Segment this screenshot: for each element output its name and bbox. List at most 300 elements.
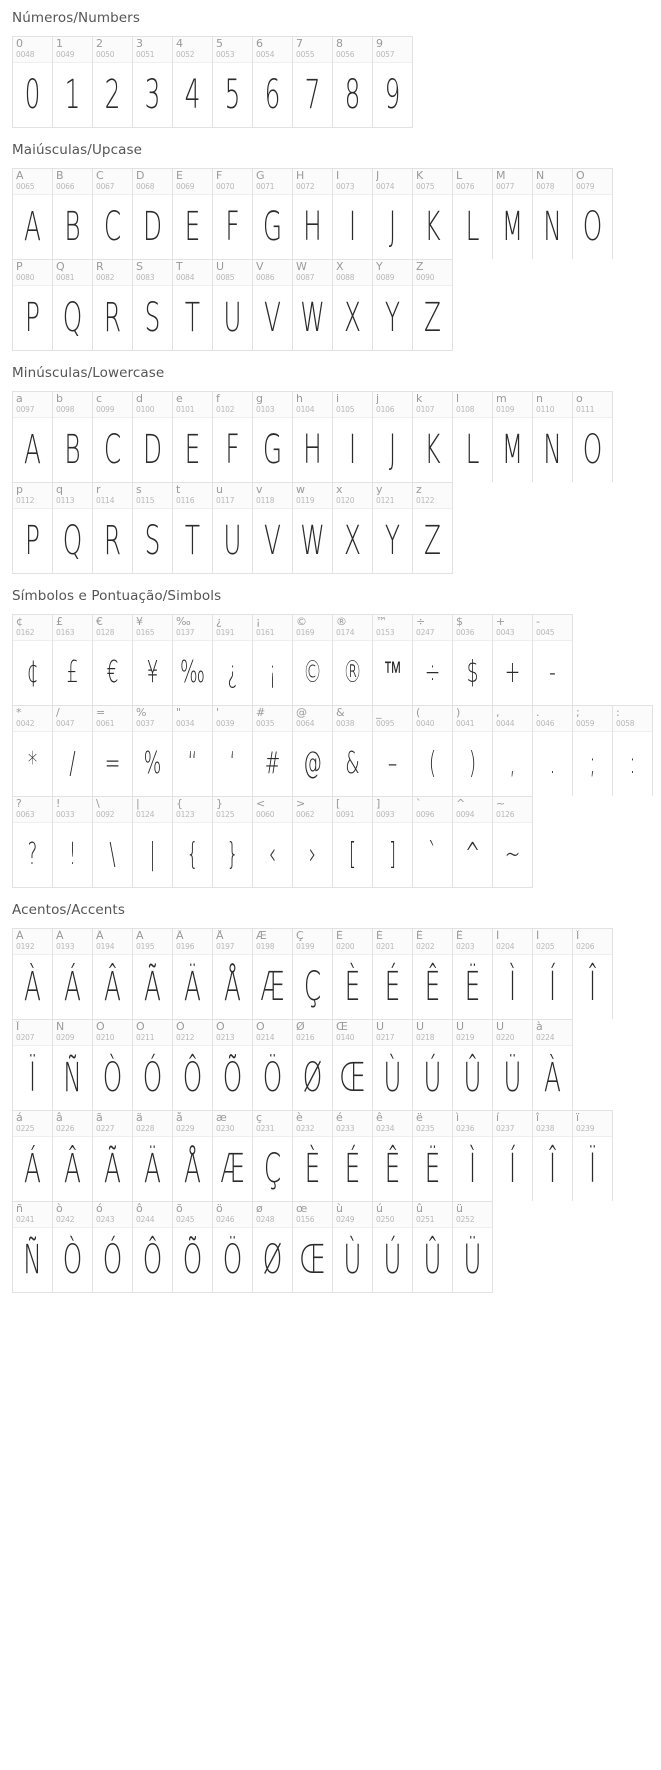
glyph-preview: Y bbox=[384, 295, 401, 341]
glyph-cell[interactable] bbox=[333, 260, 373, 350]
glyph-preview: Ã bbox=[104, 1146, 121, 1192]
glyph-cell[interactable] bbox=[373, 1020, 413, 1110]
glyph-meta bbox=[493, 706, 532, 732]
glyph-cell[interactable] bbox=[293, 260, 333, 350]
glyph-preview: ( bbox=[428, 746, 437, 781]
glyph-code-label: 0077 bbox=[496, 182, 515, 191]
glyph-preview: Õ bbox=[222, 1055, 243, 1101]
glyph-meta bbox=[333, 37, 372, 63]
glyph-character-label: € bbox=[96, 616, 103, 628]
glyph-cell[interactable] bbox=[13, 260, 53, 350]
glyph-meta bbox=[293, 1202, 332, 1228]
glyph-character-label: p bbox=[16, 484, 23, 496]
glyph-cell[interactable] bbox=[493, 392, 533, 482]
glyph-code-label: 0225 bbox=[16, 1124, 35, 1133]
glyph-preview: Œ bbox=[339, 1055, 366, 1101]
glyph-preview: Ì bbox=[508, 964, 517, 1010]
glyph-cell[interactable] bbox=[413, 1020, 453, 1110]
glyph-cell[interactable] bbox=[53, 37, 93, 127]
glyph-preview: Q bbox=[62, 518, 83, 564]
glyph-cell[interactable] bbox=[13, 169, 53, 259]
glyph-preview: R bbox=[103, 518, 122, 564]
glyph-cell[interactable] bbox=[453, 1111, 493, 1201]
glyph-preview: Ä bbox=[144, 1146, 161, 1192]
glyph-cell[interactable] bbox=[373, 797, 413, 887]
glyph-cell[interactable] bbox=[293, 392, 333, 482]
glyph-cell[interactable] bbox=[13, 37, 53, 127]
glyph-cell[interactable] bbox=[173, 706, 213, 796]
glyph-code-label: 0245 bbox=[176, 1215, 195, 1224]
glyph-cell[interactable] bbox=[13, 797, 53, 887]
glyph-cell[interactable] bbox=[533, 1020, 573, 1110]
glyph-code-label: 0051 bbox=[136, 50, 155, 59]
glyph-code-label: 0114 bbox=[96, 496, 115, 505]
glyph-code-label: 0057 bbox=[376, 50, 395, 59]
glyph-meta bbox=[13, 392, 52, 418]
glyph-preview: – bbox=[387, 746, 398, 781]
glyph-cell[interactable] bbox=[173, 392, 213, 482]
glyph-meta bbox=[373, 615, 412, 641]
glyph-meta bbox=[293, 706, 332, 732]
glyph-cell[interactable] bbox=[573, 929, 613, 1019]
glyph-cell[interactable] bbox=[413, 392, 453, 482]
glyph-character-label: 3 bbox=[136, 38, 143, 50]
glyph-cell[interactable] bbox=[533, 169, 573, 259]
glyph-code-label: 0099 bbox=[96, 405, 115, 414]
glyph-cell[interactable] bbox=[493, 706, 533, 796]
glyph-cell[interactable] bbox=[93, 1020, 133, 1110]
glyph-cell[interactable] bbox=[453, 615, 493, 705]
glyph-cell[interactable] bbox=[253, 797, 293, 887]
glyph-cell[interactable] bbox=[93, 797, 133, 887]
glyph-meta bbox=[453, 929, 492, 955]
glyph-cell[interactable] bbox=[413, 615, 453, 705]
glyph-preview: E bbox=[184, 427, 201, 473]
glyph-cell[interactable] bbox=[93, 929, 133, 1019]
glyph-cell[interactable] bbox=[53, 615, 93, 705]
glyph-character-label: a bbox=[16, 393, 23, 405]
glyph-code-label: 0090 bbox=[416, 273, 435, 282]
glyph-cell[interactable] bbox=[493, 1111, 533, 1201]
glyph-character-label: Î bbox=[576, 930, 580, 942]
glyph-cell[interactable] bbox=[453, 169, 493, 259]
glyph-cell[interactable] bbox=[53, 169, 93, 259]
glyph-cell[interactable] bbox=[13, 1111, 53, 1201]
glyph-preview: . bbox=[549, 746, 556, 781]
glyph-meta bbox=[213, 929, 252, 955]
glyph-character-label: 8 bbox=[336, 38, 343, 50]
glyph-cell[interactable] bbox=[133, 392, 173, 482]
glyph-preview: F bbox=[225, 204, 240, 250]
glyph-cell[interactable] bbox=[173, 260, 213, 350]
glyph-cell[interactable] bbox=[173, 797, 213, 887]
glyph-preview: Ú bbox=[383, 1237, 402, 1283]
glyph-meta bbox=[333, 169, 372, 195]
glyph-cell[interactable] bbox=[253, 392, 293, 482]
glyph-code-label: 0060 bbox=[256, 810, 275, 819]
glyph-preview: $ bbox=[466, 655, 479, 690]
glyph-meta bbox=[293, 615, 332, 641]
glyph-code-label: 0125 bbox=[216, 810, 235, 819]
glyph-meta bbox=[253, 797, 292, 823]
glyph-cell[interactable] bbox=[533, 929, 573, 1019]
glyph-cell[interactable] bbox=[253, 706, 293, 796]
glyph-code-label: 0059 bbox=[576, 719, 595, 728]
glyph-code-label: 0033 bbox=[56, 810, 75, 819]
glyph-code-label: 0118 bbox=[256, 496, 275, 505]
glyph-cell[interactable] bbox=[173, 1111, 213, 1201]
glyph-meta bbox=[213, 706, 252, 732]
glyph-cell[interactable] bbox=[413, 483, 453, 573]
glyph-preview: ¢ bbox=[26, 655, 39, 690]
glyph-meta bbox=[293, 392, 332, 418]
glyph-cell[interactable] bbox=[293, 1020, 333, 1110]
glyph-character-label: R bbox=[96, 261, 104, 273]
glyph-meta bbox=[253, 392, 292, 418]
glyph-cell[interactable] bbox=[213, 615, 253, 705]
glyph-cell[interactable] bbox=[253, 615, 293, 705]
glyph-cell[interactable] bbox=[373, 615, 413, 705]
glyph-cell[interactable] bbox=[213, 1111, 253, 1201]
glyph-cell[interactable] bbox=[13, 1202, 53, 1292]
glyph-row bbox=[12, 705, 653, 796]
glyph-cell[interactable] bbox=[413, 797, 453, 887]
glyph-code-label: 0228 bbox=[136, 1124, 155, 1133]
glyph-meta bbox=[13, 1202, 52, 1228]
glyph-character-label: Œ bbox=[336, 1021, 348, 1033]
glyph-cell[interactable] bbox=[173, 615, 213, 705]
glyph-meta bbox=[93, 37, 132, 63]
glyph-code-label: 0049 bbox=[56, 50, 75, 59]
glyph-cell[interactable] bbox=[533, 1111, 573, 1201]
glyph-cell[interactable] bbox=[373, 706, 413, 796]
glyph-cell[interactable] bbox=[333, 929, 373, 1019]
glyph-code-label: 0070 bbox=[216, 182, 235, 191]
glyph-cell[interactable] bbox=[93, 169, 133, 259]
glyph-preview: Ñ bbox=[63, 1055, 82, 1101]
glyph-cell[interactable] bbox=[573, 706, 613, 796]
glyph-cell[interactable] bbox=[333, 169, 373, 259]
glyph-code-label: 0200 bbox=[336, 942, 355, 951]
glyph-cell[interactable] bbox=[253, 1020, 293, 1110]
glyph-cell[interactable] bbox=[53, 1202, 93, 1292]
glyph-cell[interactable] bbox=[293, 615, 333, 705]
glyph-code-label: 0068 bbox=[136, 182, 155, 191]
glyph-cell[interactable] bbox=[93, 706, 133, 796]
glyph-cell[interactable] bbox=[53, 1111, 93, 1201]
glyph-character-label: _ bbox=[376, 707, 382, 719]
glyph-character-label: ¡ bbox=[256, 616, 261, 628]
glyph-cell[interactable] bbox=[373, 1202, 413, 1292]
glyph-meta bbox=[173, 929, 212, 955]
glyph-code-label: 0064 bbox=[296, 719, 315, 728]
glyph-cell[interactable] bbox=[373, 169, 413, 259]
glyph-cell[interactable] bbox=[133, 929, 173, 1019]
glyph-cell[interactable] bbox=[213, 260, 253, 350]
section-title: Acentos/Accents bbox=[12, 902, 125, 918]
glyph-cell[interactable] bbox=[173, 1020, 213, 1110]
glyph-code-label: 0096 bbox=[416, 810, 435, 819]
glyph-character-label: ÷ bbox=[416, 616, 426, 628]
glyph-cell[interactable] bbox=[413, 706, 453, 796]
glyph-cell[interactable] bbox=[413, 1111, 453, 1201]
glyph-meta bbox=[533, 392, 572, 418]
glyph-meta bbox=[373, 483, 412, 509]
glyph-cell[interactable] bbox=[333, 483, 373, 573]
glyph-preview: O bbox=[582, 427, 603, 473]
glyph-character-label: ¿ bbox=[216, 616, 222, 628]
glyph-character-label: Ô bbox=[176, 1021, 185, 1033]
glyph-code-label: 0082 bbox=[96, 273, 115, 282]
glyph-preview: Ï bbox=[28, 1055, 37, 1101]
glyph-cell[interactable] bbox=[93, 483, 133, 573]
glyph-preview: Ù bbox=[343, 1237, 362, 1283]
glyph-cell[interactable] bbox=[453, 797, 493, 887]
glyph-row bbox=[12, 1019, 573, 1110]
glyph-cell[interactable] bbox=[293, 706, 333, 796]
glyph-cell[interactable] bbox=[453, 929, 493, 1019]
glyph-cell[interactable] bbox=[93, 392, 133, 482]
glyph-cell[interactable] bbox=[133, 1111, 173, 1201]
glyph-cell[interactable] bbox=[293, 483, 333, 573]
glyph-meta bbox=[533, 929, 572, 955]
glyph-character-label: O bbox=[576, 170, 585, 182]
glyph-cell[interactable] bbox=[533, 706, 573, 796]
glyph-cell[interactable] bbox=[173, 37, 213, 127]
glyph-character-label: ™ bbox=[376, 616, 387, 628]
glyph-cell[interactable] bbox=[173, 169, 213, 259]
glyph-meta bbox=[533, 615, 572, 641]
glyph-code-label: 0038 bbox=[336, 719, 355, 728]
glyph-preview: V bbox=[264, 295, 281, 341]
glyph-meta bbox=[53, 392, 92, 418]
glyph-cell[interactable] bbox=[253, 483, 293, 573]
glyph-cell[interactable] bbox=[413, 169, 453, 259]
glyph-cell[interactable] bbox=[533, 392, 573, 482]
glyph-cell[interactable] bbox=[333, 392, 373, 482]
glyph-cell[interactable] bbox=[53, 797, 93, 887]
glyph-cell[interactable] bbox=[253, 169, 293, 259]
glyph-meta bbox=[453, 615, 492, 641]
glyph-cell[interactable] bbox=[213, 1202, 253, 1292]
glyph-character-label: | bbox=[136, 798, 140, 810]
glyph-cell[interactable] bbox=[133, 1020, 173, 1110]
glyph-code-label: 0055 bbox=[296, 50, 315, 59]
glyph-cell[interactable] bbox=[333, 615, 373, 705]
glyph-code-label: 0075 bbox=[416, 182, 435, 191]
glyph-cell[interactable] bbox=[253, 260, 293, 350]
glyph-cell[interactable] bbox=[293, 169, 333, 259]
glyph-cell[interactable] bbox=[493, 797, 533, 887]
glyph-cell[interactable] bbox=[493, 615, 533, 705]
glyph-cell[interactable] bbox=[373, 392, 413, 482]
glyph-cell[interactable] bbox=[333, 1111, 373, 1201]
glyph-cell[interactable] bbox=[573, 1111, 613, 1201]
glyph-cell[interactable] bbox=[453, 706, 493, 796]
glyph-cell[interactable] bbox=[373, 929, 413, 1019]
glyph-cell[interactable] bbox=[413, 260, 453, 350]
glyph-character-label: h bbox=[296, 393, 303, 405]
glyph-cell[interactable] bbox=[253, 1202, 293, 1292]
glyph-cell[interactable] bbox=[133, 260, 173, 350]
glyph-character-label: P bbox=[16, 261, 23, 273]
glyph-table bbox=[12, 928, 649, 1293]
glyph-character-label: T bbox=[176, 261, 183, 273]
glyph-cell[interactable] bbox=[493, 929, 533, 1019]
glyph-cell[interactable] bbox=[173, 1202, 213, 1292]
glyph-cell[interactable] bbox=[213, 1020, 253, 1110]
glyph-cell[interactable] bbox=[53, 1020, 93, 1110]
glyph-meta bbox=[13, 929, 52, 955]
glyph-cell[interactable] bbox=[53, 483, 93, 573]
glyph-cell[interactable] bbox=[453, 392, 493, 482]
glyph-character-label: œ bbox=[296, 1203, 308, 1215]
glyph-cell[interactable] bbox=[413, 1202, 453, 1292]
glyph-cell[interactable] bbox=[13, 929, 53, 1019]
glyph-meta bbox=[133, 615, 172, 641]
glyph-cell[interactable] bbox=[13, 706, 53, 796]
glyph-cell[interactable] bbox=[253, 37, 293, 127]
glyph-code-label: 0163 bbox=[56, 628, 75, 637]
glyph-cell[interactable] bbox=[93, 260, 133, 350]
glyph-preview: \ bbox=[109, 837, 116, 872]
glyph-character-label: Ç bbox=[296, 930, 304, 942]
glyph-cell[interactable] bbox=[93, 1202, 133, 1292]
glyph-cell[interactable] bbox=[133, 1202, 173, 1292]
glyph-code-label: 0205 bbox=[536, 942, 555, 951]
glyph-preview: Ì bbox=[468, 1146, 477, 1192]
glyph-cell[interactable] bbox=[213, 392, 253, 482]
glyph-character-label: l bbox=[456, 393, 460, 405]
glyph-preview: W bbox=[300, 295, 325, 341]
glyph-cell[interactable] bbox=[453, 1202, 493, 1292]
glyph-character-label: 5 bbox=[216, 38, 223, 50]
glyph-cell[interactable] bbox=[133, 483, 173, 573]
glyph-cell[interactable] bbox=[133, 706, 173, 796]
glyph-meta bbox=[133, 1202, 172, 1228]
glyph-cell[interactable] bbox=[93, 615, 133, 705]
glyph-cell[interactable] bbox=[173, 483, 213, 573]
glyph-character-label: ú bbox=[376, 1203, 383, 1215]
glyph-cell[interactable] bbox=[53, 929, 93, 1019]
glyph-code-label: 0165 bbox=[136, 628, 155, 637]
glyph-cell[interactable] bbox=[293, 1111, 333, 1201]
glyph-meta bbox=[373, 169, 412, 195]
glyph-code-label: 0196 bbox=[176, 942, 195, 951]
glyph-cell[interactable] bbox=[613, 706, 653, 796]
glyph-cell[interactable] bbox=[573, 169, 613, 259]
glyph-meta bbox=[93, 1020, 132, 1046]
glyph-cell[interactable] bbox=[93, 1111, 133, 1201]
glyph-meta bbox=[173, 797, 212, 823]
glyph-cell[interactable] bbox=[493, 1020, 533, 1110]
glyph-cell[interactable] bbox=[213, 37, 253, 127]
glyph-character-label: ã bbox=[96, 1112, 103, 1124]
glyph-cell[interactable] bbox=[53, 392, 93, 482]
glyph-cell[interactable] bbox=[133, 37, 173, 127]
glyph-code-label: 0100 bbox=[136, 405, 155, 414]
glyph-cell[interactable] bbox=[293, 797, 333, 887]
glyph-cell[interactable] bbox=[333, 706, 373, 796]
glyph-character-label: L bbox=[456, 170, 463, 182]
glyph-cell[interactable] bbox=[53, 260, 93, 350]
glyph-character-label: w bbox=[296, 484, 305, 496]
glyph-character-label: Ø bbox=[296, 1021, 305, 1033]
glyph-preview: P bbox=[25, 295, 40, 341]
glyph-cell[interactable] bbox=[93, 37, 133, 127]
glyph-preview: S bbox=[144, 518, 161, 564]
glyph-cell[interactable] bbox=[293, 1202, 333, 1292]
glyph-meta bbox=[293, 929, 332, 955]
glyph-meta bbox=[333, 1111, 372, 1137]
glyph-character-label: D bbox=[136, 170, 145, 182]
glyph-code-label: 0217 bbox=[376, 1033, 395, 1042]
glyph-preview: Æ bbox=[260, 964, 285, 1010]
glyph-cell[interactable] bbox=[333, 37, 373, 127]
glyph-character-label: } bbox=[216, 798, 223, 810]
glyph-meta bbox=[413, 392, 452, 418]
glyph-code-label: 0056 bbox=[336, 50, 355, 59]
glyph-meta bbox=[93, 483, 132, 509]
glyph-cell[interactable] bbox=[213, 706, 253, 796]
glyph-meta bbox=[253, 37, 292, 63]
glyph-character-label: 4 bbox=[176, 38, 183, 50]
glyph-meta bbox=[373, 1202, 412, 1228]
glyph-cell[interactable] bbox=[453, 1020, 493, 1110]
glyph-meta bbox=[173, 169, 212, 195]
glyph-cell[interactable] bbox=[13, 483, 53, 573]
glyph-cell[interactable] bbox=[573, 392, 613, 482]
glyph-cell[interactable] bbox=[373, 260, 413, 350]
glyph-character-label: Ü bbox=[496, 1021, 505, 1033]
glyph-code-label: 0234 bbox=[376, 1124, 395, 1133]
glyph-cell[interactable] bbox=[293, 37, 333, 127]
glyph-cell[interactable] bbox=[333, 1202, 373, 1292]
glyph-meta bbox=[213, 392, 252, 418]
glyph-cell[interactable] bbox=[213, 169, 253, 259]
glyph-character-label: È bbox=[336, 930, 343, 942]
glyph-code-label: 0088 bbox=[336, 273, 355, 282]
glyph-cell[interactable] bbox=[13, 1020, 53, 1110]
glyph-cell[interactable] bbox=[173, 929, 213, 1019]
glyph-cell[interactable] bbox=[333, 1020, 373, 1110]
glyph-code-label: 0035 bbox=[256, 719, 275, 728]
glyph-cell[interactable] bbox=[213, 797, 253, 887]
glyph-cell[interactable] bbox=[333, 797, 373, 887]
glyph-cell[interactable] bbox=[413, 929, 453, 1019]
glyph-cell[interactable] bbox=[293, 929, 333, 1019]
glyph-cell[interactable] bbox=[133, 169, 173, 259]
glyph-cell[interactable] bbox=[533, 615, 573, 705]
glyph-meta bbox=[133, 483, 172, 509]
glyph-cell[interactable] bbox=[253, 1111, 293, 1201]
glyph-cell[interactable] bbox=[253, 929, 293, 1019]
glyph-cell[interactable] bbox=[493, 169, 533, 259]
glyph-cell[interactable] bbox=[13, 392, 53, 482]
glyph-cell[interactable] bbox=[213, 929, 253, 1019]
glyph-cell[interactable] bbox=[133, 797, 173, 887]
glyph-code-label: 0237 bbox=[496, 1124, 515, 1133]
glyph-cell[interactable] bbox=[53, 706, 93, 796]
glyph-cell[interactable] bbox=[373, 1111, 413, 1201]
glyph-preview: Ñ bbox=[23, 1237, 42, 1283]
glyph-cell[interactable] bbox=[373, 483, 413, 573]
glyph-character-label: è bbox=[296, 1112, 303, 1124]
glyph-cell[interactable] bbox=[373, 37, 413, 127]
glyph-cell[interactable] bbox=[213, 483, 253, 573]
glyph-cell[interactable] bbox=[13, 615, 53, 705]
glyph-cell[interactable] bbox=[133, 615, 173, 705]
